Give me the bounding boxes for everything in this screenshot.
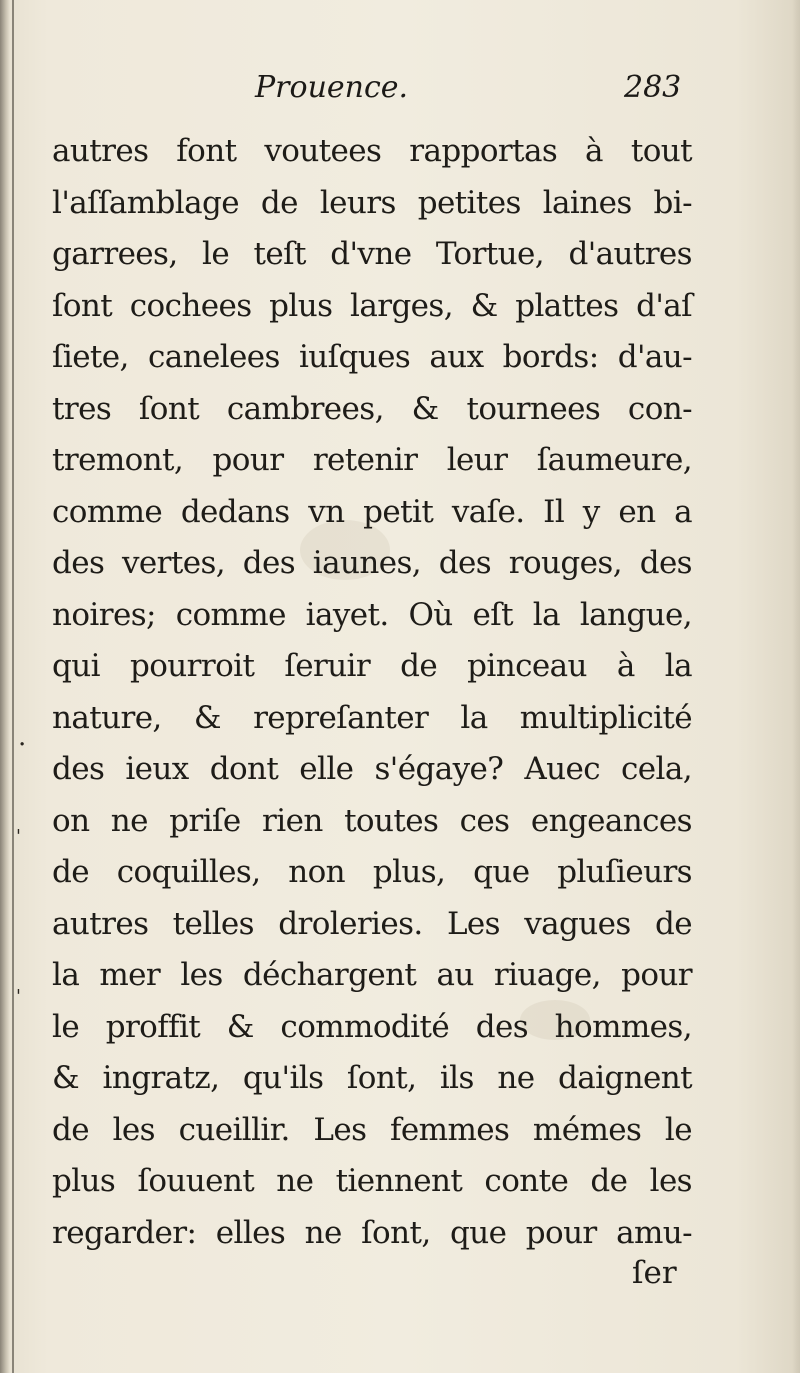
text-line: le proffit & commodité des hommes,	[52, 1008, 692, 1045]
text-line: nature, & repreſanter la multiplicité	[52, 699, 692, 736]
margin-tick: '	[16, 986, 21, 1007]
text-line: qui pourroit ſeruir de pinceau à la	[52, 648, 692, 684]
text-line: plus ſouuent ne tiennent conte de les	[52, 1163, 692, 1199]
catchword: ſer	[632, 1255, 677, 1291]
text-line: comme dedans vn petit vaſe. Il y en a	[52, 493, 692, 530]
text-line: autres telles droleries. Les vagues de	[52, 905, 692, 942]
text-line: de coquilles, non plus, que pluſieurs	[52, 854, 692, 890]
text-line: garrees, le teſt d'vne Tortue, d'autres	[52, 236, 692, 272]
running-head-title: Prouence.	[255, 70, 409, 105]
margin-dot: .	[18, 722, 27, 752]
text-line: l'aſſamblage de leurs petites laines bi-	[52, 184, 692, 221]
text-line: de les cueillir. Les femmes mémes le	[52, 1111, 692, 1148]
running-head	[0, 68, 800, 112]
text-line: on ne priſe rien toutes ces engeances	[52, 802, 692, 839]
text-line: des vertes, des iaunes, des rouges, des	[52, 545, 692, 581]
text-line: tres ſont cambrees, & tournees con-	[52, 390, 692, 427]
page-edge-line	[12, 0, 14, 1373]
body-text	[52, 126, 692, 1259]
text-line: & ingratz, qu'ils ſont, ils ne daignent	[52, 1060, 692, 1096]
text-line: ſiete, canelees iuſques aux bords: d'au-	[52, 339, 692, 375]
text-line: la mer les déchargent au riuage, pour	[52, 957, 692, 993]
text-line: des ieux dont elle s'égaye? Auec cela,	[52, 751, 692, 787]
text-line: autres font voutees rapportas à tout	[52, 133, 692, 169]
text-line: ſont cochees plus larges, & plattes d'aſ	[52, 287, 692, 324]
text-line: tremont, pour retenir leur ſaumeure,	[52, 442, 692, 478]
margin-tick: '	[16, 826, 21, 847]
text-line: regarder: elles ne ſont, que pour amu-	[52, 1214, 692, 1251]
text-line: noires; comme iayet. Où eſt la langue,	[52, 596, 692, 633]
page-gutter-shadow	[0, 0, 10, 1373]
page-right-edge	[792, 0, 800, 1373]
page-number: 283	[624, 70, 682, 105]
